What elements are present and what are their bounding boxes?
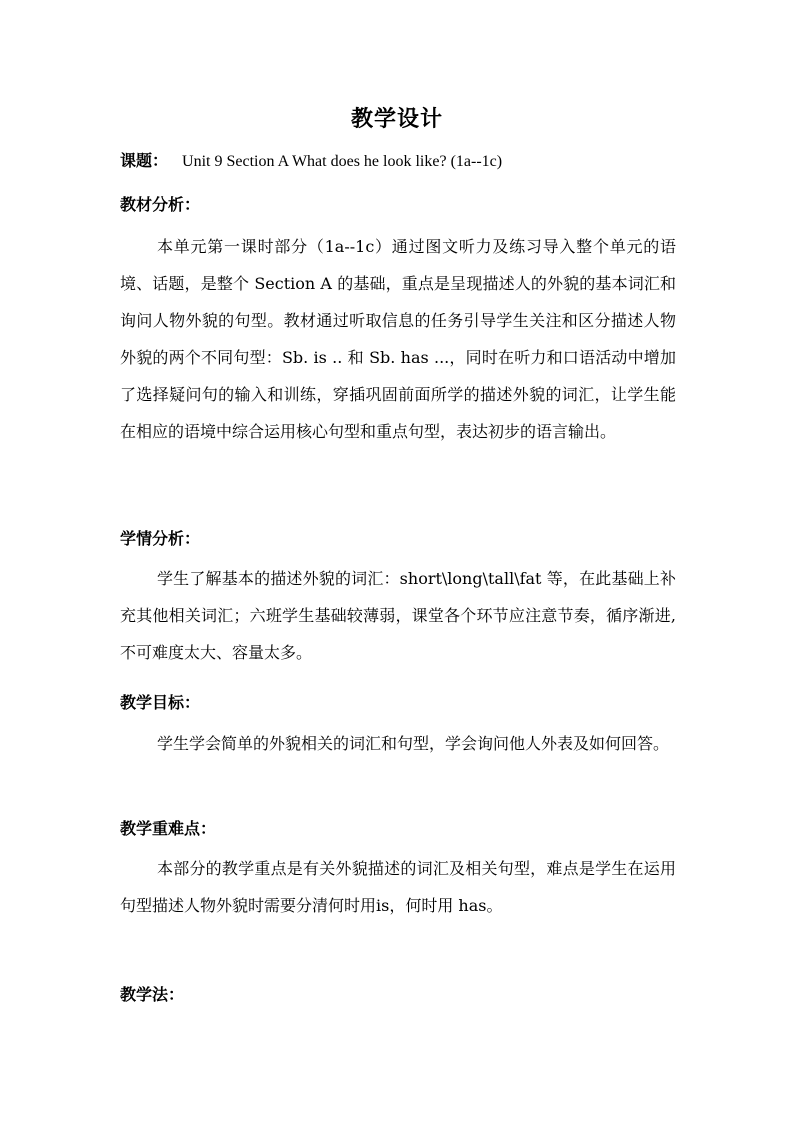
document-title: 教学设计 — [350, 106, 443, 132]
section-body-key-difficulties: 本部分的教学重点是有关外貌描述的词汇及相关句型，难点是学生在运用句型描述人物外貌时需要分清何时用is，何时用 has。 — [120, 859, 676, 915]
section-heading-student-analysis: 学情分析： — [120, 529, 201, 548]
topic-label: 课题： — [120, 151, 169, 170]
section-heading-key-difficulties: 教学重难点： — [120, 819, 217, 838]
section-body-textbook-analysis: 本单元第一课时部分（1a--1c）通过图文听力及练习导入整个单元的语境、话题，是整个 Section A 的基础，重点是呈现描述人的外貌的基本词汇和询问人物外貌的句型。教材通过听取信息的任务引导学生关注和区分描述人物外貌的两个不同句型：Sb. is .. 和 Sb. has ...，同时在听力和口语活动中增加了选择疑问句的输入和训练，穿插巩固前面所学的描述外貌的词汇，让学生能在相应的语境中综合运用核心句型和重点句型，表达初步的语言输出。 — [120, 237, 676, 441]
topic-value: Unit 9 Section A What does he look like? (1a--1c) — [182, 153, 503, 170]
topic-line — [120, 148, 502, 171]
section-heading-teaching-goals: 教学目标： — [120, 693, 201, 712]
section-heading-textbook-analysis: 教材分析： — [120, 195, 201, 214]
section-body-student-analysis: 学生了解基本的描述外貌的词汇：short\long\tall\fat 等，在此基础上补充其他相关词汇；六班学生基础较薄弱，课堂各个环节应注意节奏，循序渐进,不可难度太大、容量太多。 — [120, 569, 676, 662]
section-body-teaching-goals: 学生学会简单的外貌相关的词汇和句型，学会询问他人外表及如何回答。 — [157, 734, 670, 753]
section-heading-teaching-method: 教学法： — [120, 985, 185, 1004]
